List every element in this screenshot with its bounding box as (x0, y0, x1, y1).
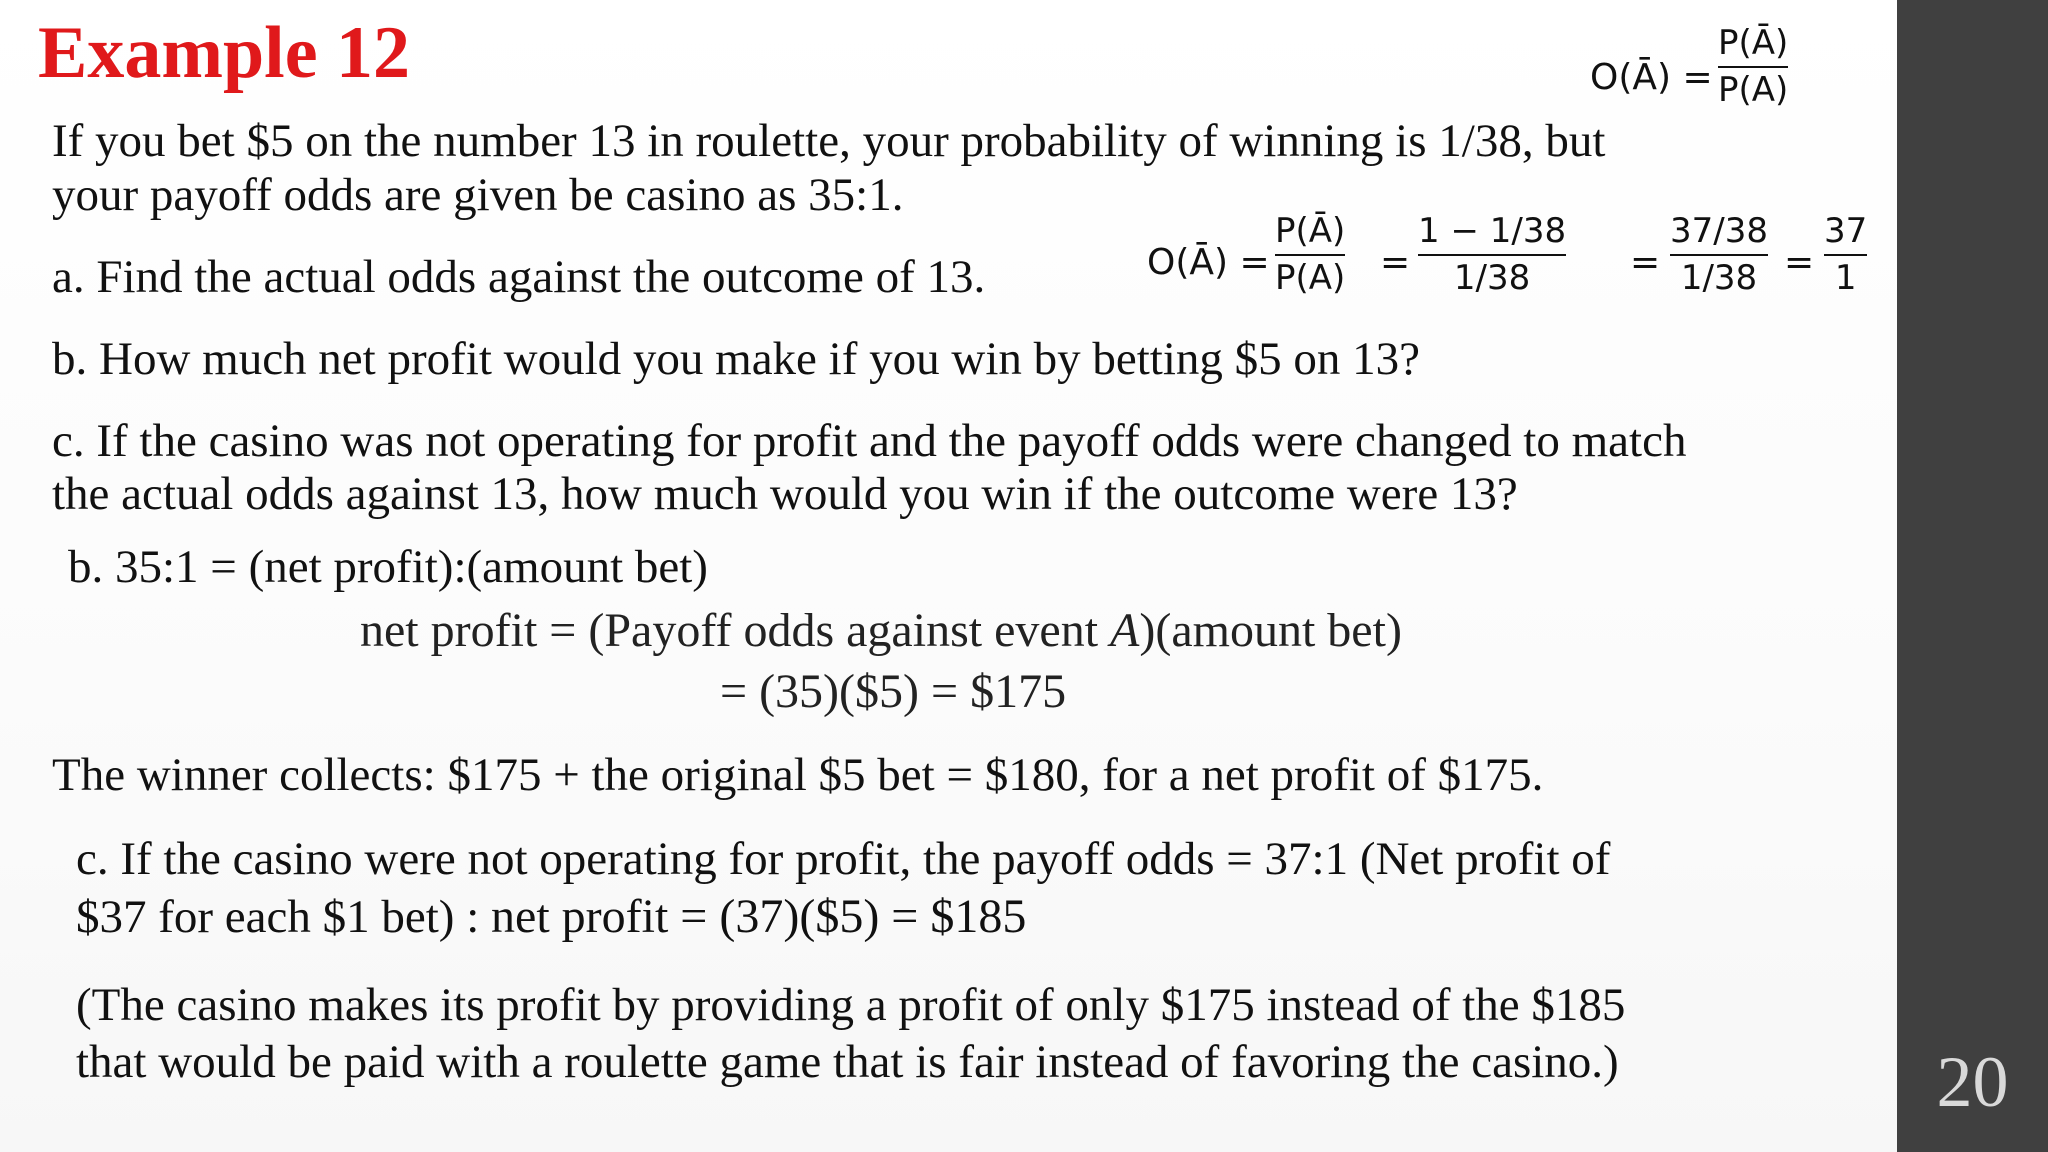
formula-a-f2-numerator: 1 − 1/38 (1418, 211, 1567, 251)
formula-a-f2-denominator: 1/38 (1453, 258, 1531, 299)
answer-b-equation-1 (360, 603, 1402, 658)
fraction-bar (1824, 254, 1867, 256)
answer-c-line-2-text: $37 for each $1 bet) : (76, 891, 492, 943)
slide-title: Example 12 (38, 12, 411, 94)
formula-a-f1-numerator: P(Ā) (1275, 211, 1346, 251)
question-a: a. Find the actual odds against the outcome of 13. (52, 251, 986, 303)
page-number: 20 (1936, 1042, 2009, 1122)
intro-line-2: your payoff odds are given be casino as 35:1. (52, 169, 904, 221)
formula-a-f4-denominator: 1 (1834, 258, 1857, 299)
formula-a-equals-3: = (1784, 242, 1815, 283)
formula-a-fraction-2 (1418, 212, 1566, 298)
formula-top-denominator: P(A) (1718, 70, 1789, 111)
winner-line: The winner collects: $175 + the original $5 bet = $180, for a net profit of $175. (52, 749, 1544, 801)
formula-a-equals-2: = (1630, 242, 1661, 283)
question-b: b. How much net profit would you make if you win by betting $5 on 13? (52, 333, 1421, 385)
answer-b-line-1: b. 35:1 = (net profit):(amount bet) (68, 541, 708, 593)
fraction-bar (1275, 254, 1345, 256)
formula-top-numerator: P(Ā) (1718, 23, 1789, 63)
formula-a-fraction-3 (1670, 212, 1768, 298)
answer-c-equation: net profit = (37)($5) = $185 (491, 890, 1027, 943)
note-line-2: that would be paid with a roulette game that is fair instead of favoring the casino.) (76, 1036, 1619, 1088)
formula-a-f3-denominator: 1/38 (1680, 258, 1758, 299)
fraction-bar (1418, 254, 1566, 256)
answer-b-eq1-pre: net profit = (Payoff odds against event (360, 604, 1111, 657)
answer-c-line-1: c. If the casino were not operating for profit, the payoff odds = 37:1 (Net profit of (76, 833, 1611, 885)
answer-b-eq1-post: )(amount bet) (1139, 604, 1402, 657)
answer-c-line-2 (76, 891, 1026, 944)
formula-top-fraction (1718, 24, 1788, 110)
sidebar (1897, 0, 2048, 1152)
fraction-bar (1718, 66, 1788, 68)
intro-line-1: If you bet $5 on the number 13 in roulette, your probability of winning is 1/38, but (52, 115, 1606, 167)
formula-a-f3-numerator: 37/38 (1670, 211, 1768, 251)
formula-a-fraction-4 (1824, 212, 1867, 298)
fraction-bar (1670, 254, 1768, 256)
answer-b-eq1-variable: A (1110, 604, 1140, 657)
formula-a-fraction-1 (1275, 212, 1345, 298)
answer-b-equation-2: = (35)($5) = $175 (720, 665, 1067, 718)
note-line-1: (The casino makes its profit by providing a profit of only $175 instead of the $185 (76, 979, 1626, 1031)
formula-a-f4-numerator: 37 (1824, 211, 1868, 251)
formula-top-lhs: O(Ā) = (1590, 57, 1713, 98)
question-c-line-1: c. If the casino was not operating for profit and the payoff odds were changed to match (52, 415, 1687, 467)
formula-a-f1-denominator: P(A) (1275, 258, 1346, 299)
formula-a-lhs: O(Ā) = (1147, 242, 1270, 283)
question-c-line-2: the actual odds against 13, how much would you win if the outcome were 13? (52, 468, 1518, 520)
formula-a-equals-1: = (1380, 242, 1411, 283)
